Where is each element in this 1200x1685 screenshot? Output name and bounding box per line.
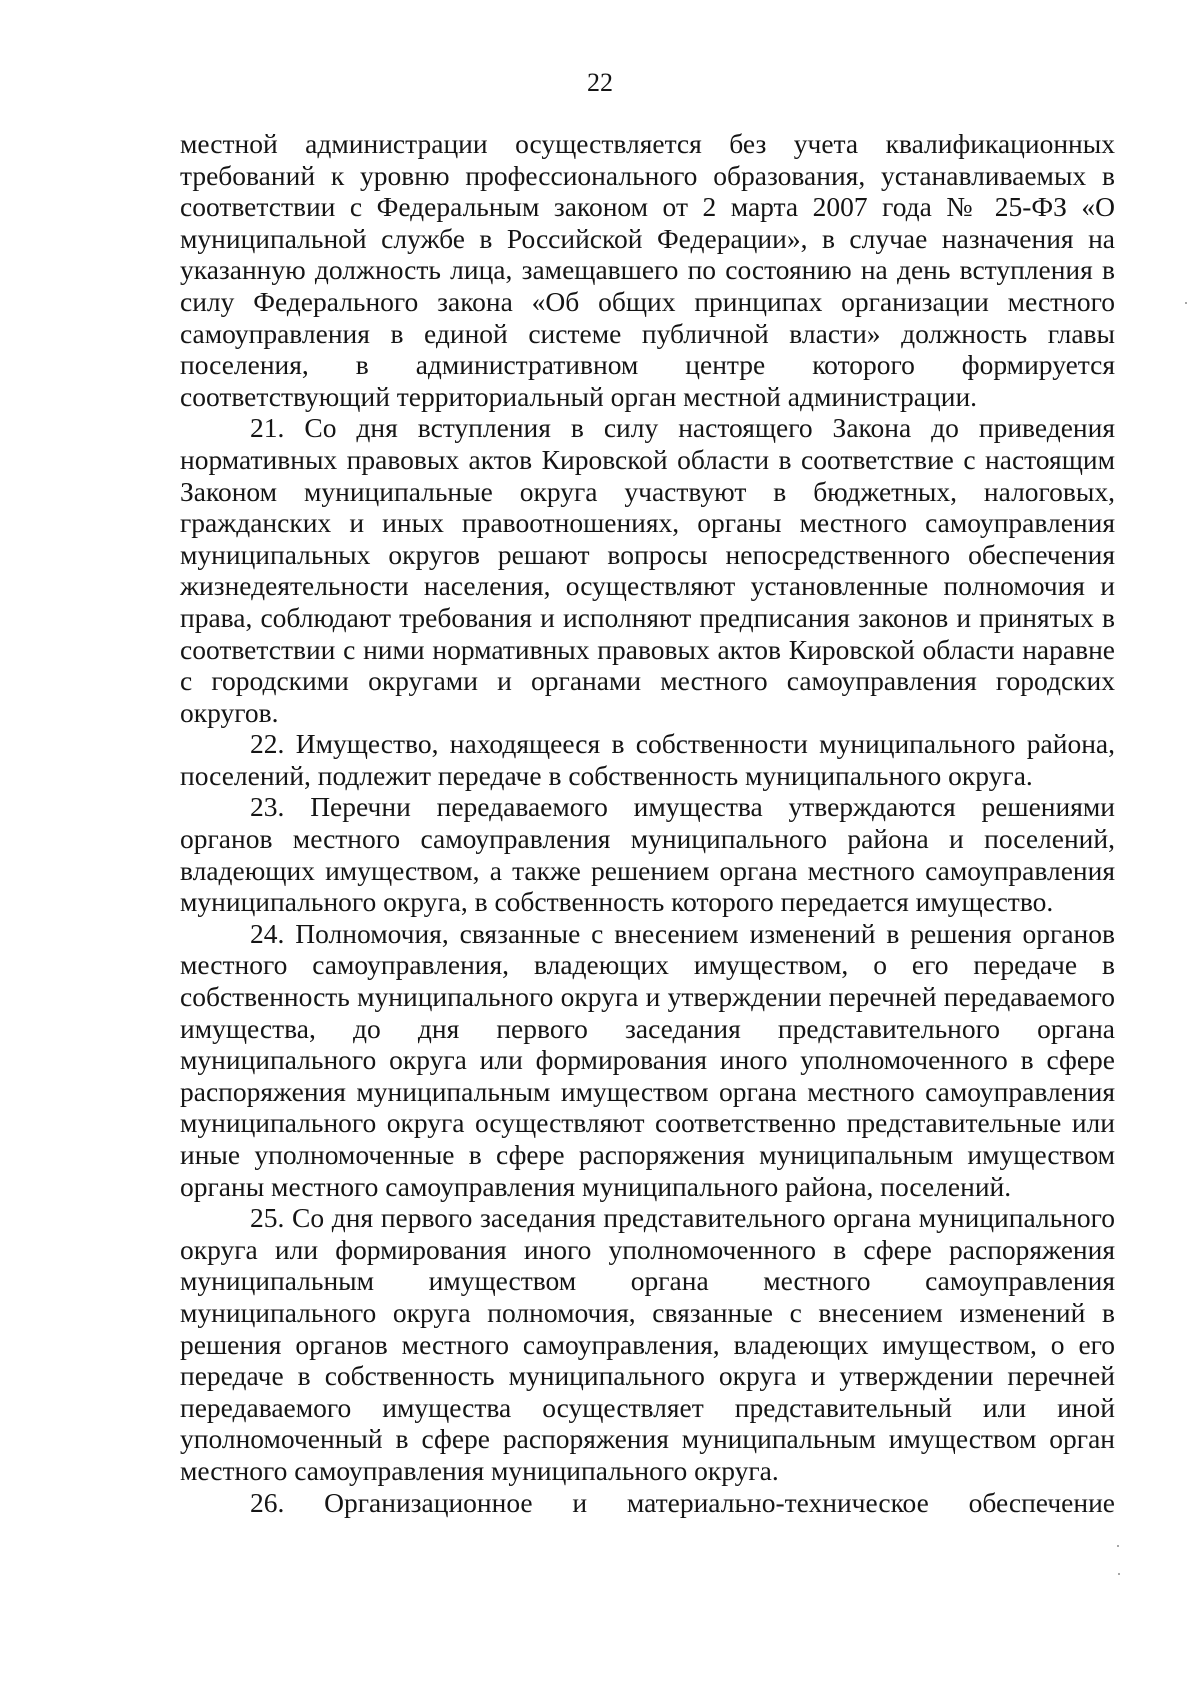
paragraph-24: 24. Полномочия, связанные с внесением изменений в решения органов местного самоуправления, владеющих имуществом, о его передаче в собственность муниципального округа и утверждении перечней передаваемого имущества, до дня первого заседания представительного органа муниципального округа или формирования иного уполномоченного в сфере распоряжения муниципальным имуществом органа местного самоуправления муниципального округа осуществляют соответственно представительные или иные уполномоченные в сфере распоряжения муниципальным имуществом органы местного самоуправления муниципального района, поселений. xyxy=(180,917,1115,1202)
paragraph-26: 26. Организационное и материально-техническое обеспечение xyxy=(250,1486,1115,1518)
paragraph-continuation: местной администрации осуществляется без учета квалификационных требований к уровню профессионального образования, устанавливаемых в соответствии с Федеральным законом от 2 марта 2007 года № 25-ФЗ «О муниципальной службе в Российской Федерации», в случае назначения на указанную должность лица, замещавшего по состоянию на день вступления в силу Федерального закона «Об общих принципах организации местного самоуправления в единой системе публичной власти» должность главы поселения, в административном центре которого формируется соответствующий территориальный орган местной администрации. xyxy=(180,128,1115,412)
paragraph-25: 25. Со дня первого заседания представительного органа муниципального округа или формирования иного уполномоченного в сфере распоряжения муниципальным имуществом органа местного самоуправления муниципального округа полномочия, связанные с внесением изменений в решения органов местного самоуправления, владеющих имуществом, о его передаче в собственность муниципального округа и утверждении перечней передаваемого имущества осуществляет представительный или иной уполномоченный в сфере распоряжения муниципальным имуществом орган местного самоуправления муниципального округа. xyxy=(180,1202,1115,1486)
document-body xyxy=(180,128,1115,1518)
scan-speck xyxy=(1117,1545,1119,1547)
paragraph-23: 23. Перечни передаваемого имущества утверждаются решениями органов местного самоуправления муниципального района и поселений, владеющих имуществом, а также решением органа местного самоуправления муниципального округа, в собственность которого передается имущество. xyxy=(180,791,1115,918)
scan-speck xyxy=(1185,302,1187,304)
paragraph-22: 22. Имущество, находящееся в собственности муниципального района, поселений, подлежит передаче в собственность муниципального округа. xyxy=(180,728,1115,791)
scan-speck xyxy=(1118,1573,1120,1575)
paragraph-21: 21. Со дня вступления в силу настоящего Закона до приведения нормативных правовых актов Кировской области в соответствие с настоящим Законом муниципальные округа участвуют в бюджетных, налоговых, гражданских и иных правоотношениях, органы местного самоуправления муниципальных округов решают вопросы непосредственного обеспечения жизнедеятельности населения, осуществляют установленные полномочия и права, соблюдают требования и исполняют предписания законов и принятых в соответствии с ними нормативных правовых актов Кировской области наравне с городскими округами и органами местного самоуправления городских округов. xyxy=(180,412,1115,728)
page-number: 22 xyxy=(587,68,613,97)
